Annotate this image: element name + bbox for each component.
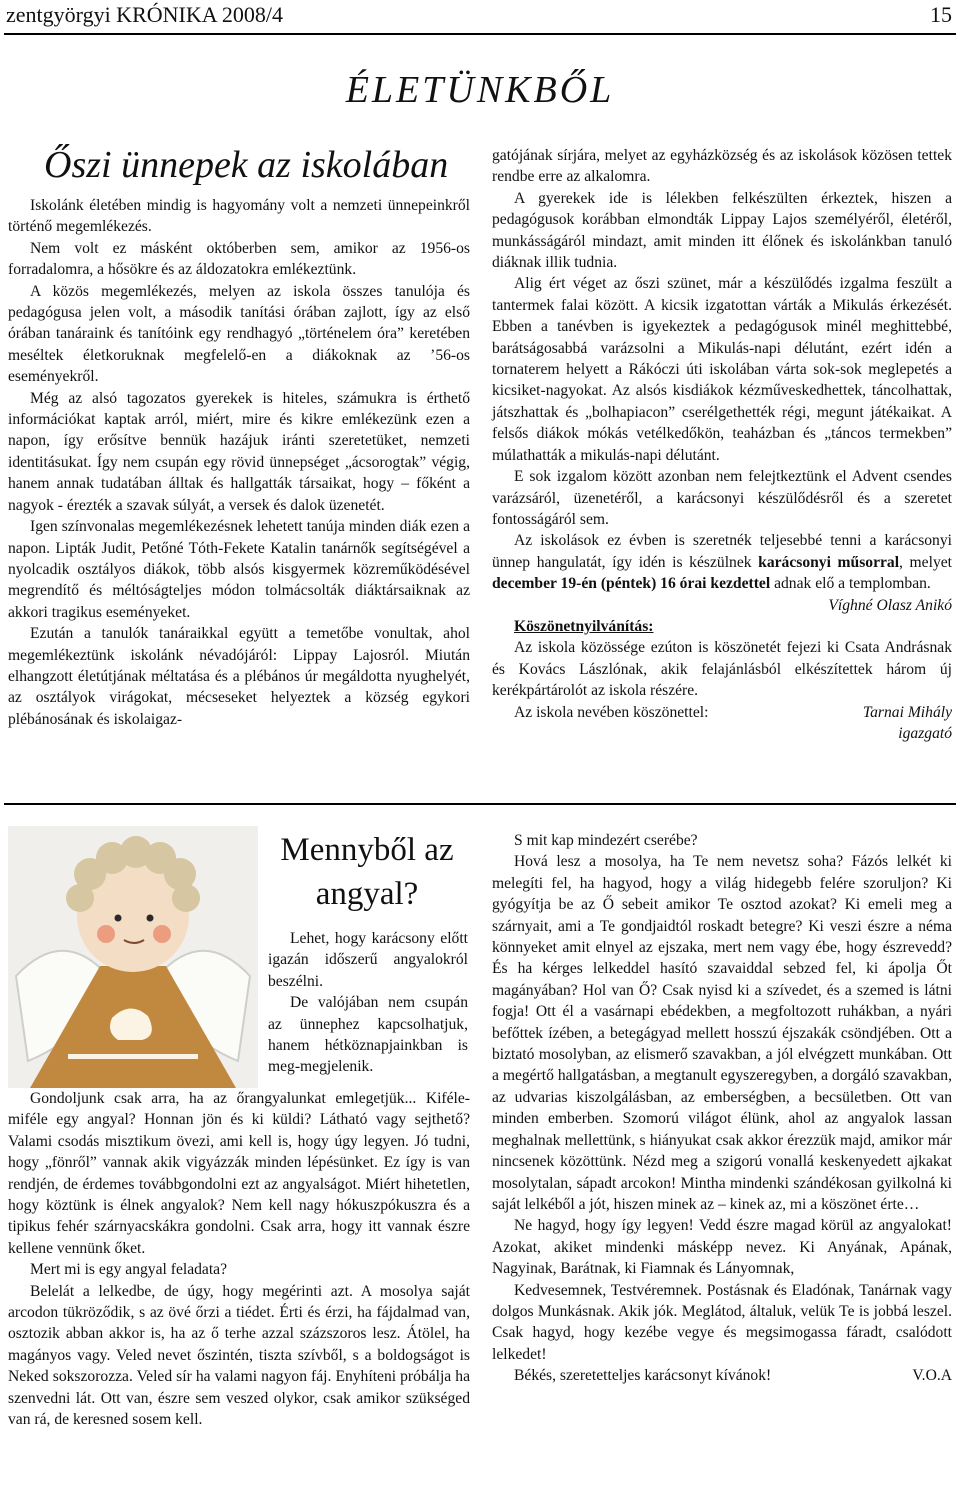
article2-intro-column — [268, 928, 468, 1078]
article1-paragraph: gatójának sírjára, melyet az egyházközség és az iskolások közösen tettek rendbe erre az alkalomra. — [492, 147, 952, 186]
article1-paragraph: Nem volt ez másként októberben sem, amikor az 1956-os forradalomra, a hősökre és az áldozatokra emlékeztünk. — [8, 239, 470, 279]
article2-paragraph: De valójában nem csupán az ünnephez kapcsolhatjuk, hanem hétköznapjainkban is meg-megjelenik. — [268, 994, 468, 1076]
article2-paragraph: Belelát a lelkedbe, de úgy, hogy megérinti azt. A mosolya saját arcodon tükröződik, s az övé őrzi a tiédet. Érti és érzi, ha fájdalmad van, osztozik abban akkor is, ha az ő terhe azzal százszoros lesz. Átölel, ha magányos vagy. Veled nevet őszintén, tiszta szívből, s a boldogságot is Neked sokszorozza. Veled sír ha valami nagyon fáj. Enyhíteni próbálja ha szenvedni lát. Ott van, észre sem veszed olykor, csak amikor szükséged van rá, de keresned sosem kell. — [8, 1282, 470, 1429]
article2-left-column — [8, 1088, 470, 1431]
header-rule — [4, 33, 956, 35]
section-title: ÉLETÜNKBŐL — [345, 69, 615, 111]
article1-paragraph: E sok izgalom között azonban nem felejtkeztünk el Advent csendes varázsáról, üzenetéről, a karácsonyi készülődésről és a szeretet fontosságáról sem. — [492, 468, 952, 528]
article1-paragraph: Még az alsó tagozatos gyerekek is hiteles, számukra is érthető információkat kaptak arról, miért, mire és kikre emlékezünk ezen a napon, így erősítve bennük hazájuk iránti szeretetüket, nemzeti identitásukat. Így nem csupán egy rövid ünnepséget „ácsorogtak” végig, hanem annak tudatában álltak és hallgatták társaikat, hogy – főként a nagyok - érezték a szavak súlyát, a versek és dalok üzenetét. — [8, 389, 470, 514]
article2-title: Mennyből az angyal? — [280, 832, 454, 912]
article1-signature: Víghné Olasz Anikó — [828, 596, 952, 614]
article2-right-column — [492, 830, 952, 1387]
angel-illustration — [8, 826, 258, 1088]
article2-paragraph: Mert mi is egy angyal feladata? — [30, 1261, 228, 1279]
article1-right-column — [492, 145, 952, 744]
article2-paragraph: S mit kap mindezért cserébe? — [514, 832, 698, 849]
article2-paragraph: Kedvesemnek, Testvéremnek. Postásnak és Eladónak, Tanárnak vagy dolgos Munkásnak. Akik jók. Meglátod, általuk, velük Te is jobbá leszel. Csak hagyd, hogy kezébe vegye és megsimogassa fáradt, csalódott lelkedet! — [492, 1281, 952, 1363]
article1-paragraph: A gyerekek ide is lélekben felkészülten érkeztek, hiszen a pedagógusok korábban elmondták Lippay Lajos személyéről, életéről, munkásságáról mindazt, amit minden itt élőnek és iskolánkban tanuló diáknak illik tudnia. — [492, 189, 952, 272]
article1-paragraph: Alig ért véget az őszi szünet, már a készülődés izgalma feszült a tantermek falai között. A kicsik izgatottan várták a Mikulás érkezését. Ebben a tanévben is igyekeztek a pedagógusok minél meghittebbé, barátságosabbá varázsolni a Mikulás-napi délutánt, ezért idén a tornaterem helyett a Rákóczi úti iskolában várta sok-sok meglepetés a kicsiket-nagyokat. Az alsós kisdiákok kézműveskedhettek, táncolhattak, játszhattak és „bolhapiacon” cserélgethették régi, megunt játékaikat. A felsős diákok mókás vetélkedőkön, teaházban és „táncos termekben” múlathatták a mikulás-napi délutánt. — [492, 275, 952, 464]
thanks-signature-line: Az iskola nevében köszönettel: Tarnai Mihály — [514, 703, 952, 721]
article2-closing-line: Békés, szeretetteljes karácsonyt kívánok! V.O.A — [514, 1367, 952, 1385]
article1-paragraph: A közös megemlékezés, melyen az iskola összes tanulója és pedagógusa jelen volt, a második tanítási órában zajlott, így az első órában tanáraink és tanítóink egy rendhagyó „történelem óra” keretében meséltek életkoruknak megfelelő-en a diákoknak az ’56-os eseményekről. — [8, 282, 470, 386]
article1-paragraph: Ezután a tanulók tanáraikkal együtt a temetőbe vonultak, ahol megemlékeztünk iskolánk névadójáról: Lippay Lajosról. Miután elhangzott életútjának méltatása és a plébános úr megáldotta nyughelyét, az osztályok virágokat, mécseseket helyeztek a község egykori plébánosának és iskolaigaz- — [8, 625, 470, 728]
angel-figurine-photo — [8, 826, 258, 1088]
article-divider — [4, 803, 956, 805]
article2-paragraph: Gondoljunk csak arra, ha az őrangyalunkat emlegetjük... Kiféle-miféle egy angyal? Honnan jön és ki küldi? Látható vagy sejthető? Valami csodás misztikum övezi, ami kell is, hogy úgy legyen. Jó tudni, hogy „fönről” vannak akik vigyázzák minden lépésünket. Ez így is van rendjén, de érdemes továbbgondolni ezt az angyalságot. Miért hihetetlen, hogy köztünk is élnek angyalok? Nem kell nagy hókuszpókuszra és a tipikus fehér szárnyacskákra gondolni. Csak arra, hogy itt vannak észre kellene vennünk őket. — [8, 1090, 470, 1257]
article2-paragraph: Lehet, hogy karácsony előtt igazán időszerű angyalokról beszélni. — [268, 930, 468, 990]
article1-paragraph: Igen színvonalas megemlékezésnek lehetett tanúja minden diák ezen a napon. Lipták Judit, Petőné Tóth-Fekete Katalin tanárnők segítségével a nyolcadik osztályos diákok, több alsós kisgyermek közreműködésével megrendítő és méltóságteljes módon tolmácsolták diáktársaiknak az akkori tragikus eseményeket. — [8, 518, 470, 621]
article1-left-column — [8, 195, 470, 730]
article2-paragraph: Ne hagyd, hogy így legyen! Vedd észre magad körül az angyalokat! Azokat, akiket mindenki másképp nevez. Ki Anyának, Apának, Nagyinak, Barátnak, ki Fiamnak és Lányomnak, — [492, 1217, 952, 1278]
article1-paragraph-program: Az iskolások ez évben is szeretnék teljesebbé tenni a karácsonyi ünnep hangulatát, így idén is készülnek karácsonyi műsorral, melyet december 19-én (péntek) 16 órai kezdettel adnak elő a templomban. — [492, 532, 952, 593]
thanks-signature-role: igazgató — [898, 724, 952, 742]
article2-paragraph: Hová lesz a mosolya, ha Te nem nevetsz soha? Fázós lelkét ki melegíti fel, ha hagyod, hogy a világ hidegebb felére szoruljon? Ki gyógyítja be az Ő sebeit amikor Te osztod azokat? Ki emeli meg a szárnyait, ami a Te gondjaidtól roskadt betegre? Ki veszi észre a néma könnyeket amit elnyel az ejszaka, mert nem vagy ébe, hogy észrevedd? És ha kérges lelkeddel hasító szavaiddal sebzed fel, ki ápolja Őt magányában? Hol van Ő? Csak nyisd ki a szívedet, és a szemed is látni fogja! Ott él a vasárnapi ebédekben, a megfoltozott ruhákban, a nyári befőttek ízében, a betegágyad mellett hosszú éjszakák csöndjében. Ott a biztató mosolyban, az elismerő szavakban, a jól elvégzett munkában. Ott a megértő hallgatásban, a megtanult egyszeregyben, a dorgáló szavakban, az udvarias kiszolgálásban, az emberségben, a becsületben. Ott van minden emberben. Szomorú világot élünk, ahol az angyalok lassan meghalnak mellettünk, s hiányukat csak akkor érezzük majd, amikor már nincsenek közöttünk. Nézd meg a szigorú vonallá keskenyedett ajkakat mosolytalan, sápadt arcokon! Mintha mindenki szándékosan gyilkolná ki saját lelkéből a jót, hiszen minek az – kinek az, mi a köszönet érte… — [492, 853, 952, 1213]
header-publication: zentgyörgyi KRÓNIKA 2008/4 — [6, 2, 284, 27]
article1-paragraph: Iskolánk életében mindig is hagyomány volt a nemzeti ünnepeinkről történő megemlékezés. — [8, 197, 470, 236]
header-page-number: 15 — [930, 2, 952, 27]
thanks-text: Az iskola közössége ezúton is köszönetét fejezi ki Csata Andrásnak és Kovács Lászlónak, akik felajánlásból elkészítettek három új kerékpártárolót az iskola részére. — [492, 639, 952, 700]
thanks-heading: Köszönetnyilvánítás: — [514, 617, 654, 635]
article1-title: Őszi ünnepek az iskolában — [44, 144, 449, 186]
